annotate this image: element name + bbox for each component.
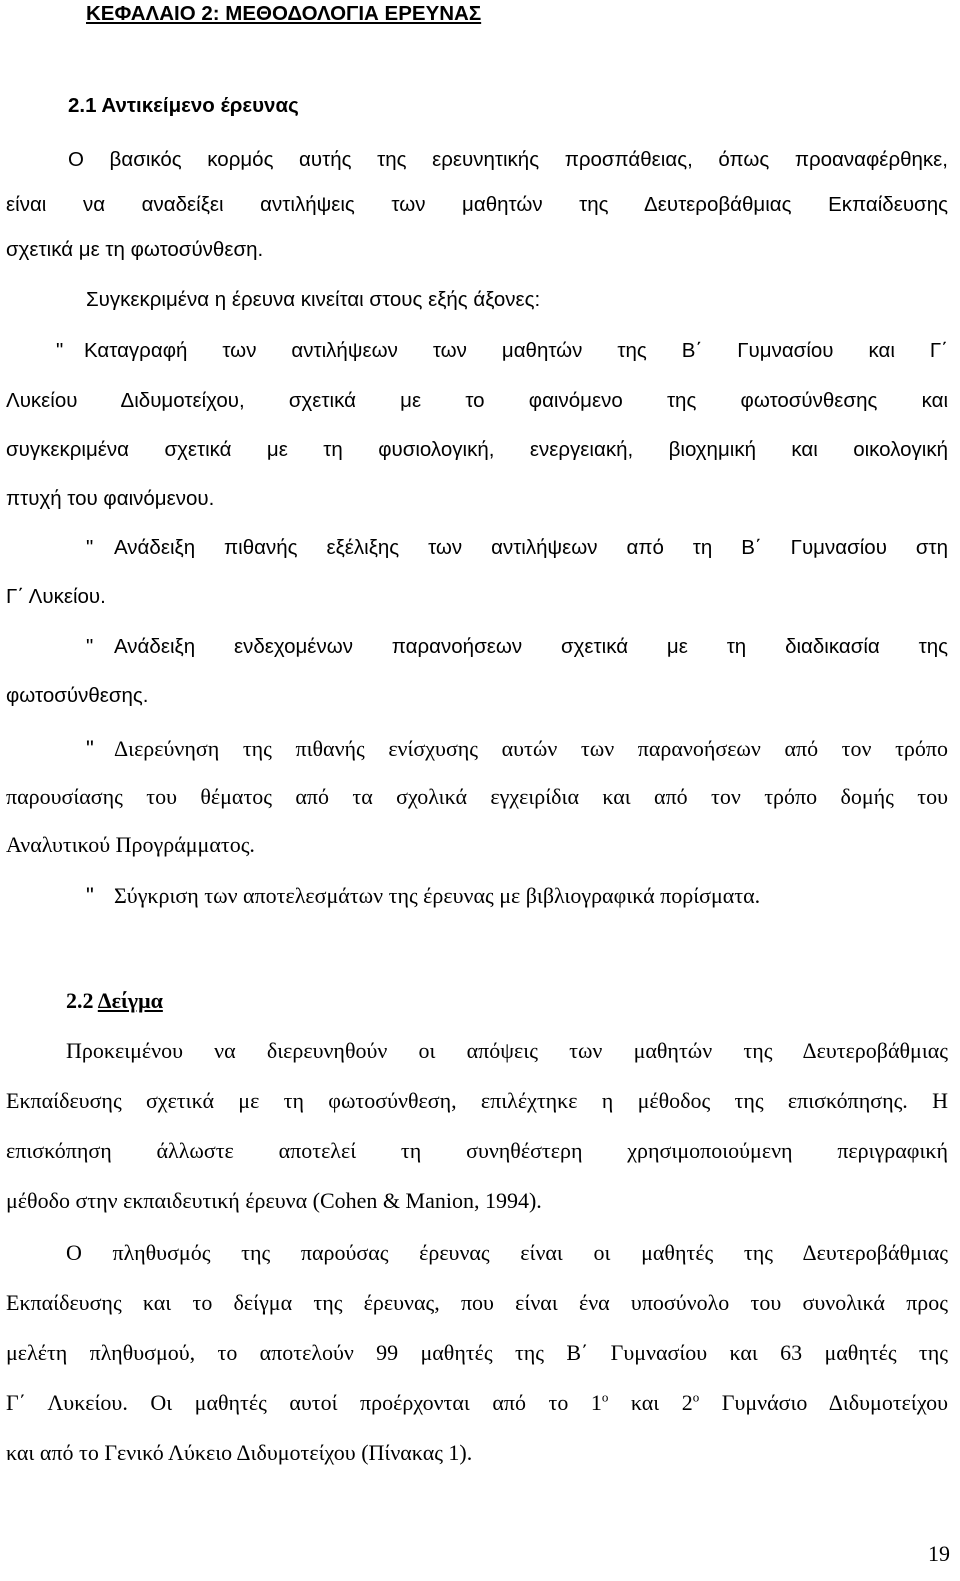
section-number: 2.2 (66, 988, 94, 1013)
text-span: και 2 (608, 1390, 693, 1415)
chapter-title: ΚΕΦΑΛΑΙΟ 2: ΜΕΘΟΔΟΛΟΓΙΑ ΕΡΕΥΝΑΣ (86, 2, 482, 25)
section-heading-2-1: 2.1 Αντικείμενο έρευνας (68, 94, 299, 117)
bullet-continuation: Αναλυτικού Προγράμματος. (6, 832, 255, 857)
page-number: 19 (928, 1541, 950, 1566)
bullet-continuation: φωτοσύνθεσης. (6, 684, 149, 707)
bullet-icon: " (86, 635, 94, 658)
bullet-icon: " (86, 883, 94, 908)
text-span: Γυμνάσιο Διδυμοτείχου (699, 1390, 948, 1415)
bullet-item (86, 738, 948, 760)
text-span: Γ΄ Λυκείου. Οι μαθητές αυτοί προέρχονται από το 1 (6, 1390, 602, 1415)
bullet-item (56, 341, 948, 362)
bullet-continuation: πτυχή του φαινόμενου. (6, 487, 215, 510)
bullet-text: Καταγραφή των αντιλήψεων των μαθητών της Β΄ Γυμνασίου και Γ΄ (84, 339, 948, 362)
paragraph-line: Προκειμένου να διερευνηθούν οι απόψεις των μαθητών της Δευτεροβάθμιας (66, 1038, 948, 1063)
paragraph-line: Συγκεκριμένα η έρευνα κινείται στους εξής άξονες: (86, 288, 541, 311)
bullet-text: Ανάδειξη πιθανής εξέλιξης των αντιλήψεων από τη Β΄ Γυμνασίου στη (114, 536, 948, 559)
bullet-continuation: Γ΄ Λυκείου. (6, 585, 106, 608)
bullet-continuation: παρουσίασης του θέματος από τα σχολικά εγχειρίδια και από τον τρόπο δομής του (6, 784, 948, 809)
paragraph-line (6, 1389, 948, 1415)
bullet-text: Σύγκριση των αποτελεσμάτων της έρευνας με βιβλιογραφικά πορίσματα. (114, 883, 761, 908)
bullet-item (86, 538, 948, 559)
section-title: Δείγμα (97, 988, 163, 1013)
paragraph-line: Εκπαίδευσης σχετικά με τη φωτοσύνθεση, επιλέχτηκε η μέθοδος της επισκόπησης. Η (6, 1088, 948, 1113)
bullet-continuation: συγκεκριμένα σχετικά με τη φυσιολογική, ενεργειακή, βιοχημική και οικολογική (6, 438, 948, 461)
bullet-continuation: Λυκείου Διδυμοτείχου, σχετικά με το φαινόμενο της φωτοσύνθεσης και (6, 389, 948, 412)
bullet-text: Διερεύνηση της πιθανής ενίσχυσης αυτών των παρανοήσεων από τον τρόπο (114, 736, 948, 761)
paragraph-line: και από το Γενικό Λύκειο Διδυμοτείχου (Πίνακας 1). (6, 1440, 473, 1465)
paragraph-line: Εκπαίδευσης και το δείγμα της έρευνας, που είναι ένα υποσύνολο του συνολικά προς (6, 1290, 948, 1315)
paragraph-line: είναι να αναδείξει αντιλήψεις των μαθητών της Δευτεροβάθμιας Εκπαίδευσης (6, 193, 948, 216)
superscript: ο (601, 1389, 609, 1405)
paragraph-line: Ο βασικός κορμός αυτής της ερευνητικής προσπάθειας, όπως προαναφέρθηκε, (68, 148, 948, 171)
paragraph-line: σχετικά με τη φωτοσύνθεση. (6, 238, 264, 261)
bullet-item (86, 885, 960, 907)
paragraph-line: επισκόπηση άλλωστε αποτελεί τη συνηθέστερη χρησιμοποιούμενη περιγραφική (6, 1138, 948, 1163)
bullet-text: Ανάδειξη ενδεχομένων παρανοήσεων σχετικά με τη διαδικασία της (114, 635, 948, 658)
superscript: ο (692, 1389, 700, 1405)
paragraph-line: μελέτη πληθυσμού, το αποτελούν 99 μαθητές της Β΄ Γυμνασίου και 63 μαθητές της (6, 1340, 948, 1365)
bullet-icon: " (86, 736, 94, 761)
section-heading-2-2 (66, 990, 960, 1012)
bullet-item (86, 637, 948, 658)
bullet-icon: " (56, 339, 64, 362)
bullet-icon: " (86, 536, 94, 559)
paragraph-line: μέθοδο στην εκπαιδευτική έρευνα (Cohen & Manion, 1994). (6, 1188, 542, 1213)
paragraph-line: Ο πληθυσμός της παρούσας έρευνας είναι οι μαθητές της Δευτεροβάθμιας (66, 1240, 948, 1265)
